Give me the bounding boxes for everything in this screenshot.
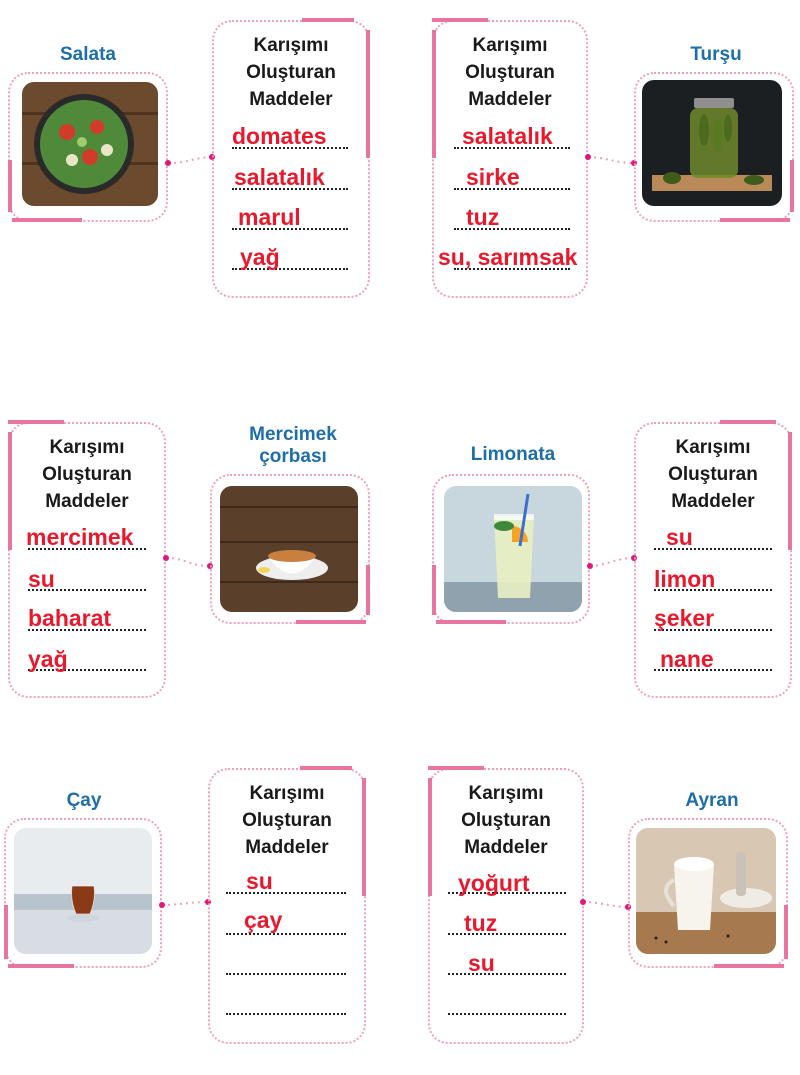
heading-line-3: Maddeler <box>45 491 129 512</box>
cay-title: Çay <box>66 790 102 811</box>
answer-line <box>226 1013 346 1015</box>
mercimek-title-line-1: Mercimek <box>249 424 337 445</box>
ayran-frame-accent <box>784 905 788 959</box>
mercimek-list-heading <box>8 422 166 522</box>
mercimek-frame-accent-bottom <box>296 620 366 624</box>
tursu-frame-accent <box>790 160 794 212</box>
heading-line-2: Oluşturan <box>246 62 336 83</box>
ayran-frame-accent-bottom <box>714 964 784 968</box>
heading-line-1: Karışımı <box>49 437 125 458</box>
answer-text: tuz <box>466 204 500 230</box>
answer-text: yoğurt <box>458 870 530 896</box>
heading-line-3: Maddeler <box>249 89 333 110</box>
answer-text: su, sarımsak <box>438 244 578 270</box>
pickle-jar-photo <box>642 80 782 206</box>
answer-line <box>226 892 346 894</box>
ayran-title: Ayran <box>685 790 739 811</box>
salata-list-heading <box>212 20 370 120</box>
answer-text: limon <box>654 566 716 592</box>
salata-title: Salata <box>60 44 116 65</box>
answer-line <box>226 973 346 975</box>
answer-text: çay <box>244 907 283 933</box>
heading-line-1: Karışımı <box>468 783 544 804</box>
answer-line <box>448 973 566 975</box>
answer-text: mercimek <box>26 524 134 550</box>
salad-photo <box>22 82 158 206</box>
limonata-frame-accent <box>432 565 436 615</box>
answer-text: tuz <box>464 910 498 936</box>
salata-connector-dot <box>165 160 171 166</box>
salata-frame-accent <box>8 160 12 212</box>
limonata-frame-accent-bottom <box>436 620 506 624</box>
answer-text: salatalık <box>234 164 325 190</box>
heading-line-3: Maddeler <box>245 837 329 858</box>
heading-line-3: Maddeler <box>468 89 552 110</box>
limonata-connector-dot <box>587 563 593 569</box>
answer-text: su <box>468 950 495 976</box>
ayran-list-dot <box>580 899 586 905</box>
answer-text: domates <box>232 123 327 149</box>
answer-text: baharat <box>28 605 112 631</box>
heading-line-1: Karışımı <box>472 35 548 56</box>
mercimek-title-line-2: çorbası <box>259 446 327 467</box>
mercimek-list-dot <box>163 555 169 561</box>
heading-line-1: Karışımı <box>249 783 325 804</box>
tursu-list-heading <box>432 20 588 120</box>
answer-text: nane <box>660 646 714 672</box>
mercimek-title <box>218 424 368 468</box>
answer-text: yağ <box>240 244 280 270</box>
cay-connector-dot <box>159 902 165 908</box>
heading-line-2: Oluşturan <box>668 464 758 485</box>
heading-line-2: Oluşturan <box>465 62 555 83</box>
cay-frame-accent <box>4 905 8 959</box>
heading-line-3: Maddeler <box>464 837 548 858</box>
salata-frame-accent-bottom <box>12 218 82 222</box>
lemonade-photo <box>444 486 582 612</box>
answer-text: su <box>246 868 273 894</box>
tursu-title: Turşu <box>690 44 742 65</box>
heading-line-1: Karışımı <box>253 35 329 56</box>
cay-frame-accent-bottom <box>8 964 74 968</box>
tea-glass-photo <box>14 828 152 954</box>
answer-line <box>448 1013 566 1015</box>
answer-text: sirke <box>466 164 520 190</box>
heading-line-3: Maddeler <box>671 491 755 512</box>
lentil-soup-photo <box>220 486 358 612</box>
ayran-photo <box>636 828 776 954</box>
answer-text: su <box>666 524 693 550</box>
answer-text: şeker <box>654 605 715 631</box>
limonata-list-heading <box>634 422 792 522</box>
tursu-frame-accent-bottom <box>720 218 790 222</box>
heading-line-2: Oluşturan <box>461 810 551 831</box>
cay-list-heading <box>208 768 366 868</box>
heading-line-2: Oluşturan <box>42 464 132 485</box>
answer-line <box>226 933 346 935</box>
answer-text: marul <box>238 204 301 230</box>
mercimek-frame-accent <box>366 565 370 615</box>
limonata-title: Limonata <box>470 444 556 465</box>
answer-text: salatalık <box>462 123 553 149</box>
heading-line-1: Karışımı <box>675 437 751 458</box>
answer-text: yağ <box>28 646 68 672</box>
ayran-list-heading <box>428 768 584 868</box>
tursu-list-dot <box>585 154 591 160</box>
heading-line-2: Oluşturan <box>242 810 332 831</box>
answer-text: su <box>28 566 55 592</box>
